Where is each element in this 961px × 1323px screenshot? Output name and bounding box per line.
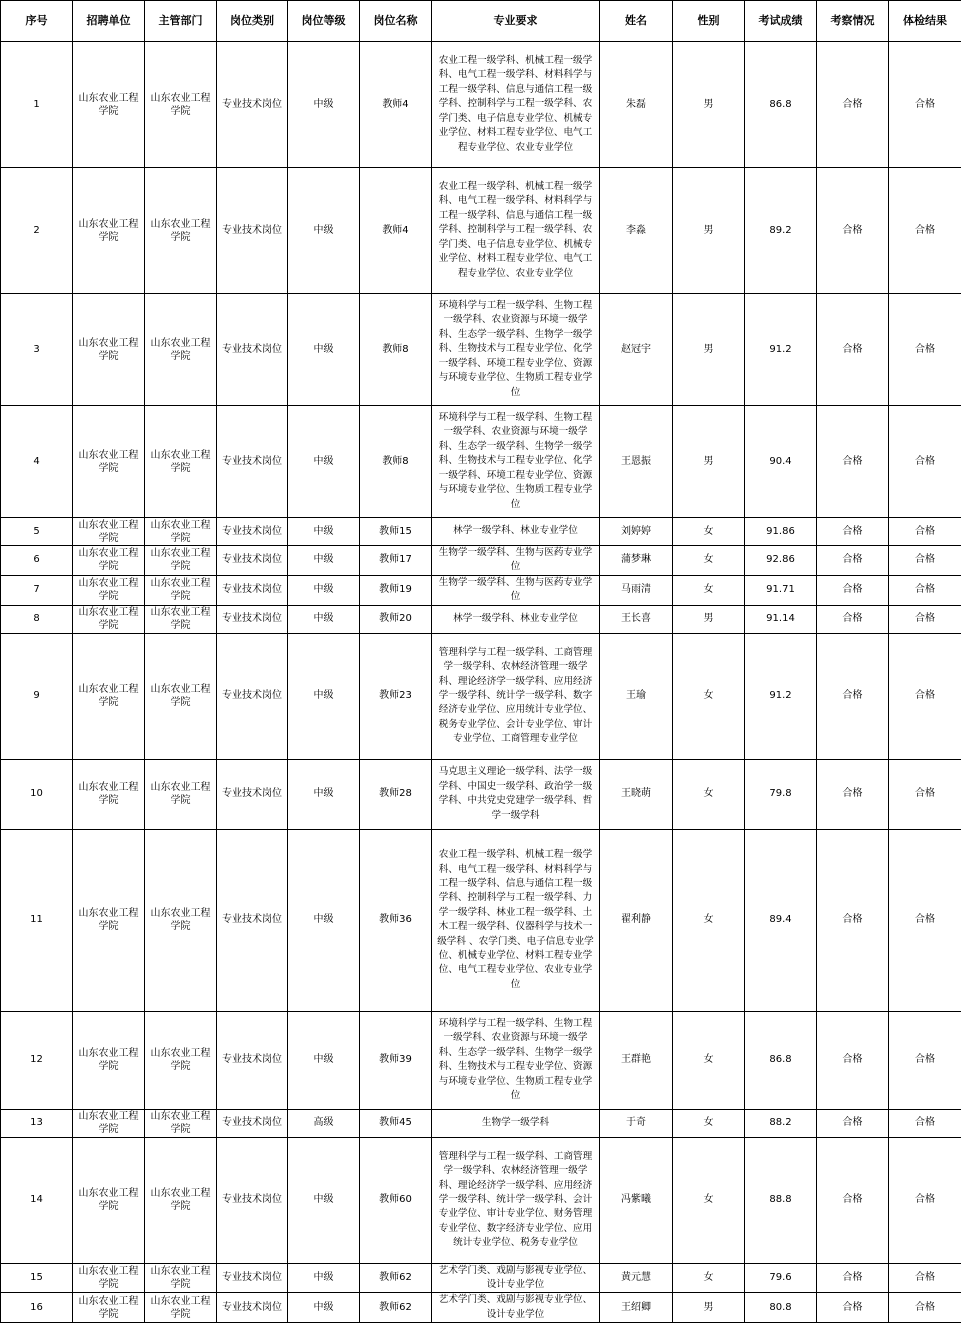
cell-req: 农业工程一级学科、机械工程一级学科、电气工程一级学科、材料科学与工程一级学科、信息与通信工程一级学科、控制科学与工程一级学科、农学门类、电子信息专业学位、机械专业学位、材料工程专业学位、电气工程专业学位、农业专业学位 <box>432 168 600 294</box>
cell-level: 中级 <box>288 1263 360 1293</box>
cell-no: 7 <box>1 575 73 605</box>
cell-review: 合格 <box>817 42 889 168</box>
cell-req: 环境科学与工程一级学科、生物工程一级学科、农业资源与环境一级学科、生态学一级学科、生物学一级学科、生物技术与工程专业学位、化学一级学科、环境工程专业学位、资源与环境专业学位、生物质工程专业学位 <box>432 406 600 518</box>
table-row <box>1 42 961 168</box>
cell-level: 中级 <box>288 605 360 633</box>
table-row <box>1 633 961 759</box>
header-name: 姓名 <box>600 1 673 42</box>
cell-health: 合格 <box>889 575 961 605</box>
cell-dept: 山东农业工程学院 <box>145 1109 217 1137</box>
cell-health: 合格 <box>889 518 961 546</box>
cell-gender: 女 <box>673 633 745 759</box>
cell-dept: 山东农业工程学院 <box>145 518 217 546</box>
cell-req: 环境科学与工程一级学科、生物工程一级学科、农业资源与环境一级学科、生态学一级学科、生物学一级学科、生物技术与工程专业学位、资源与环境专业学位、生物质工程专业学位 <box>432 1011 600 1109</box>
header-row <box>1 1 961 42</box>
cell-post: 教师8 <box>360 294 432 406</box>
cell-dept: 山东农业工程学院 <box>145 1137 217 1263</box>
cell-post: 教师20 <box>360 605 432 633</box>
cell-name: 黄元慧 <box>600 1263 673 1293</box>
cell-review: 合格 <box>817 1137 889 1263</box>
cell-no: 16 <box>1 1293 73 1323</box>
cell-gender: 男 <box>673 406 745 518</box>
cell-gender: 女 <box>673 1263 745 1293</box>
header-no: 序号 <box>1 1 73 42</box>
cell-review: 合格 <box>817 1263 889 1293</box>
cell-dept: 山东农业工程学院 <box>145 1263 217 1293</box>
cell-no: 12 <box>1 1011 73 1109</box>
cell-req: 管理科学与工程一级学科、工商管理学一级学科、农林经济管理一级学科、理论经济学一级学科、应用经济学一级学科、统计学一级学科、数字经济专业学位、应用统计专业学位、税务专业学位、会计专业学位、审计专业学位、工商管理专业学位 <box>432 633 600 759</box>
cell-unit: 山东农业工程学院 <box>73 406 145 518</box>
cell-score: 91.14 <box>745 605 817 633</box>
table-row <box>1 829 961 1011</box>
cell-post: 教师17 <box>360 546 432 576</box>
cell-score: 89.2 <box>745 168 817 294</box>
cell-score: 86.8 <box>745 42 817 168</box>
cell-no: 13 <box>1 1109 73 1137</box>
table-row <box>1 294 961 406</box>
cell-review: 合格 <box>817 829 889 1011</box>
cell-no: 8 <box>1 605 73 633</box>
cell-unit: 山东农业工程学院 <box>73 759 145 829</box>
cell-health: 合格 <box>889 406 961 518</box>
cell-score: 91.2 <box>745 633 817 759</box>
cell-category: 专业技术岗位 <box>217 575 288 605</box>
table-row <box>1 1011 961 1109</box>
cell-gender: 女 <box>673 518 745 546</box>
table-row <box>1 1137 961 1263</box>
cell-name: 王长喜 <box>600 605 673 633</box>
header-gender: 性别 <box>673 1 745 42</box>
cell-score: 91.86 <box>745 518 817 546</box>
cell-score: 92.86 <box>745 546 817 576</box>
cell-req: 林学一级学科、林业专业学位 <box>432 518 600 546</box>
cell-health: 合格 <box>889 168 961 294</box>
cell-gender: 女 <box>673 1011 745 1109</box>
cell-post: 教师62 <box>360 1263 432 1293</box>
cell-no: 14 <box>1 1137 73 1263</box>
cell-health: 合格 <box>889 605 961 633</box>
cell-name: 王群艳 <box>600 1011 673 1109</box>
table-row <box>1 518 961 546</box>
cell-name: 赵冠宇 <box>600 294 673 406</box>
cell-no: 6 <box>1 546 73 576</box>
cell-name: 蒲梦琳 <box>600 546 673 576</box>
cell-review: 合格 <box>817 546 889 576</box>
cell-category: 专业技术岗位 <box>217 546 288 576</box>
cell-req: 马克思主义理论一级学科、法学一级学科、中国史一级学科、政治学一级学科、中共党史党建学一级学科、哲学一级学科 <box>432 759 600 829</box>
cell-health: 合格 <box>889 829 961 1011</box>
cell-review: 合格 <box>817 294 889 406</box>
cell-level: 中级 <box>288 168 360 294</box>
cell-gender: 女 <box>673 1137 745 1263</box>
cell-no: 2 <box>1 168 73 294</box>
cell-score: 90.4 <box>745 406 817 518</box>
header-unit: 招聘单位 <box>73 1 145 42</box>
cell-dept: 山东农业工程学院 <box>145 294 217 406</box>
cell-no: 9 <box>1 633 73 759</box>
cell-health: 合格 <box>889 1293 961 1323</box>
cell-category: 专业技术岗位 <box>217 829 288 1011</box>
cell-name: 王晓萌 <box>600 759 673 829</box>
cell-name: 王瑜 <box>600 633 673 759</box>
cell-post: 教师15 <box>360 518 432 546</box>
cell-req: 环境科学与工程一级学科、生物工程一级学科、农业资源与环境一级学科、生态学一级学科、生物学一级学科、生物技术与工程专业学位、化学一级学科、环境工程专业学位、资源与环境专业学位、生物质工程专业学位 <box>432 294 600 406</box>
cell-dept: 山东农业工程学院 <box>145 759 217 829</box>
cell-gender: 男 <box>673 168 745 294</box>
cell-name: 朱磊 <box>600 42 673 168</box>
cell-unit: 山东农业工程学院 <box>73 1011 145 1109</box>
cell-gender: 女 <box>673 829 745 1011</box>
cell-unit: 山东农业工程学院 <box>73 1109 145 1137</box>
cell-health: 合格 <box>889 546 961 576</box>
cell-unit: 山东农业工程学院 <box>73 829 145 1011</box>
cell-post: 教师62 <box>360 1293 432 1323</box>
cell-name: 刘婷婷 <box>600 518 673 546</box>
cell-review: 合格 <box>817 605 889 633</box>
cell-level: 中级 <box>288 1137 360 1263</box>
cell-unit: 山东农业工程学院 <box>73 1263 145 1293</box>
header-health: 体检结果 <box>889 1 961 42</box>
cell-no: 1 <box>1 42 73 168</box>
cell-req: 艺术学门类、戏剧与影视专业学位、设计专业学位 <box>432 1263 600 1293</box>
header-level: 岗位等级 <box>288 1 360 42</box>
cell-req: 生物学一级学科、生物与医药专业学位 <box>432 575 600 605</box>
cell-review: 合格 <box>817 1293 889 1323</box>
cell-score: 79.8 <box>745 759 817 829</box>
header-req: 专业要求 <box>432 1 600 42</box>
table-row <box>1 1293 961 1323</box>
cell-category: 专业技术岗位 <box>217 1011 288 1109</box>
cell-level: 中级 <box>288 759 360 829</box>
cell-no: 4 <box>1 406 73 518</box>
cell-score: 79.6 <box>745 1263 817 1293</box>
cell-level: 中级 <box>288 1011 360 1109</box>
cell-level: 中级 <box>288 1293 360 1323</box>
cell-health: 合格 <box>889 1263 961 1293</box>
cell-post: 教师60 <box>360 1137 432 1263</box>
cell-name: 冯紫曦 <box>600 1137 673 1263</box>
cell-no: 5 <box>1 518 73 546</box>
cell-gender: 女 <box>673 759 745 829</box>
cell-review: 合格 <box>817 406 889 518</box>
cell-level: 中级 <box>288 294 360 406</box>
table-row <box>1 168 961 294</box>
cell-unit: 山东农业工程学院 <box>73 575 145 605</box>
table-body <box>1 42 961 1323</box>
cell-score: 91.71 <box>745 575 817 605</box>
cell-dept: 山东农业工程学院 <box>145 633 217 759</box>
cell-no: 15 <box>1 1263 73 1293</box>
cell-health: 合格 <box>889 1011 961 1109</box>
cell-health: 合格 <box>889 1137 961 1263</box>
header-post: 岗位名称 <box>360 1 432 42</box>
cell-req: 生物学一级学科 <box>432 1109 600 1137</box>
cell-review: 合格 <box>817 759 889 829</box>
cell-health: 合格 <box>889 1109 961 1137</box>
cell-unit: 山东农业工程学院 <box>73 518 145 546</box>
cell-category: 专业技术岗位 <box>217 294 288 406</box>
cell-level: 中级 <box>288 406 360 518</box>
cell-review: 合格 <box>817 575 889 605</box>
cell-req: 生物学一级学科、生物与医药专业学位 <box>432 546 600 576</box>
table-row <box>1 546 961 576</box>
cell-review: 合格 <box>817 168 889 294</box>
cell-unit: 山东农业工程学院 <box>73 294 145 406</box>
cell-gender: 男 <box>673 605 745 633</box>
cell-post: 教师45 <box>360 1109 432 1137</box>
cell-name: 李淼 <box>600 168 673 294</box>
cell-gender: 男 <box>673 1293 745 1323</box>
table-row <box>1 1109 961 1137</box>
cell-score: 88.8 <box>745 1137 817 1263</box>
cell-health: 合格 <box>889 633 961 759</box>
header-dept: 主管部门 <box>145 1 217 42</box>
cell-dept: 山东农业工程学院 <box>145 829 217 1011</box>
cell-dept: 山东农业工程学院 <box>145 1011 217 1109</box>
cell-unit: 山东农业工程学院 <box>73 1293 145 1323</box>
header-score: 考试成绩 <box>745 1 817 42</box>
cell-post: 教师19 <box>360 575 432 605</box>
cell-unit: 山东农业工程学院 <box>73 546 145 576</box>
cell-health: 合格 <box>889 42 961 168</box>
cell-level: 中级 <box>288 575 360 605</box>
cell-gender: 女 <box>673 546 745 576</box>
cell-level: 中级 <box>288 42 360 168</box>
cell-health: 合格 <box>889 294 961 406</box>
cell-category: 专业技术岗位 <box>217 1137 288 1263</box>
cell-post: 教师28 <box>360 759 432 829</box>
cell-score: 91.2 <box>745 294 817 406</box>
header-category: 岗位类别 <box>217 1 288 42</box>
cell-category: 专业技术岗位 <box>217 168 288 294</box>
table-row <box>1 1263 961 1293</box>
cell-review: 合格 <box>817 1011 889 1109</box>
cell-level: 中级 <box>288 546 360 576</box>
cell-gender: 男 <box>673 42 745 168</box>
cell-dept: 山东农业工程学院 <box>145 42 217 168</box>
cell-post: 教师23 <box>360 633 432 759</box>
cell-name: 王绍卿 <box>600 1293 673 1323</box>
cell-req: 林学一级学科、林业专业学位 <box>432 605 600 633</box>
cell-dept: 山东农业工程学院 <box>145 406 217 518</box>
table-row <box>1 605 961 633</box>
cell-score: 86.8 <box>745 1011 817 1109</box>
cell-dept: 山东农业工程学院 <box>145 1293 217 1323</box>
cell-req: 农业工程一级学科、机械工程一级学科、电气工程一级学科、材料科学与工程一级学科、信息与通信工程一级学科、控制科学与工程一级学科、农学门类、电子信息专业学位、机械专业学位、材料工程专业学位、电气工程专业学位、农业专业学位 <box>432 42 600 168</box>
cell-review: 合格 <box>817 633 889 759</box>
cell-review: 合格 <box>817 518 889 546</box>
cell-category: 专业技术岗位 <box>217 406 288 518</box>
cell-dept: 山东农业工程学院 <box>145 575 217 605</box>
cell-no: 11 <box>1 829 73 1011</box>
cell-level: 中级 <box>288 829 360 1011</box>
cell-category: 专业技术岗位 <box>217 1293 288 1323</box>
cell-unit: 山东农业工程学院 <box>73 605 145 633</box>
cell-category: 专业技术岗位 <box>217 518 288 546</box>
cell-level: 中级 <box>288 633 360 759</box>
cell-category: 专业技术岗位 <box>217 633 288 759</box>
cell-health: 合格 <box>889 759 961 829</box>
cell-dept: 山东农业工程学院 <box>145 168 217 294</box>
cell-req: 农业工程一级学科、机械工程一级学科、电气工程一级学科、材料科学与工程一级学科、信息与通信工程一级学科、控制科学与工程一级学科、力学一级学科、林业工程一级学科、土木工程一级学科、仪器科学与技术一级学科 、农学门类、电子信息专业学位、机械专业学位、材料工程专业学位、电气工程专业学位、农业专业学位 <box>432 829 600 1011</box>
cell-category: 专业技术岗位 <box>217 1109 288 1137</box>
cell-unit: 山东农业工程学院 <box>73 633 145 759</box>
cell-unit: 山东农业工程学院 <box>73 168 145 294</box>
cell-req: 艺术学门类、戏剧与影视专业学位、设计专业学位 <box>432 1293 600 1323</box>
cell-unit: 山东农业工程学院 <box>73 1137 145 1263</box>
cell-post: 教师4 <box>360 42 432 168</box>
cell-req: 管理科学与工程一级学科、工商管理学一级学科、农林经济管理一级学科、理论经济学一级学科、应用经济学一级学科、统计学一级学科、会计专业学位、审计专业学位、财务管理专业学位、数字经济专业学位、应用统计专业学位、税务专业学位 <box>432 1137 600 1263</box>
cell-dept: 山东农业工程学院 <box>145 605 217 633</box>
cell-gender: 女 <box>673 1109 745 1137</box>
header-review: 考察情况 <box>817 1 889 42</box>
table-row <box>1 575 961 605</box>
cell-score: 80.8 <box>745 1293 817 1323</box>
table-row <box>1 759 961 829</box>
cell-post: 教师4 <box>360 168 432 294</box>
cell-unit: 山东农业工程学院 <box>73 42 145 168</box>
cell-post: 教师39 <box>360 1011 432 1109</box>
cell-category: 专业技术岗位 <box>217 1263 288 1293</box>
cell-no: 10 <box>1 759 73 829</box>
cell-level: 中级 <box>288 518 360 546</box>
cell-dept: 山东农业工程学院 <box>145 546 217 576</box>
cell-name: 马雨清 <box>600 575 673 605</box>
cell-category: 专业技术岗位 <box>217 42 288 168</box>
cell-gender: 男 <box>673 294 745 406</box>
cell-post: 教师8 <box>360 406 432 518</box>
cell-level: 高级 <box>288 1109 360 1137</box>
cell-category: 专业技术岗位 <box>217 759 288 829</box>
cell-review: 合格 <box>817 1109 889 1137</box>
table-row <box>1 406 961 518</box>
cell-name: 王恩振 <box>600 406 673 518</box>
cell-name: 翟利静 <box>600 829 673 1011</box>
cell-score: 88.2 <box>745 1109 817 1137</box>
cell-category: 专业技术岗位 <box>217 605 288 633</box>
cell-score: 89.4 <box>745 829 817 1011</box>
cell-gender: 女 <box>673 575 745 605</box>
cell-no: 3 <box>1 294 73 406</box>
cell-post: 教师36 <box>360 829 432 1011</box>
cell-name: 于奇 <box>600 1109 673 1137</box>
